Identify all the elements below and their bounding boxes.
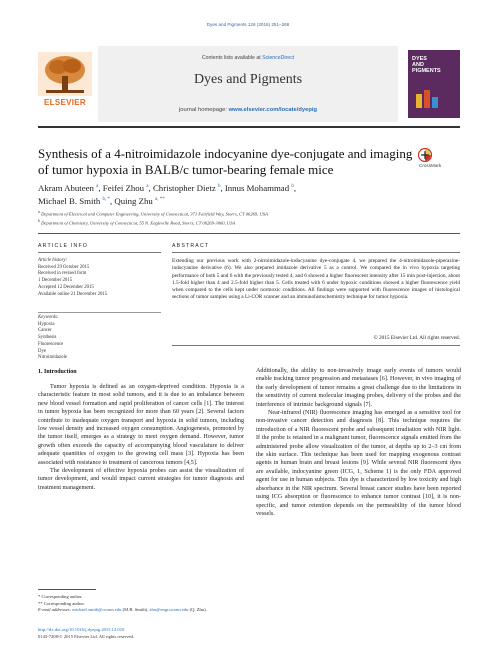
journal-masthead bbox=[38, 46, 460, 122]
affiliations bbox=[38, 209, 458, 227]
history-line: Accepted 12 December 2015 bbox=[38, 284, 94, 290]
abstract-divider bbox=[172, 252, 460, 253]
affiliation-text: Department of Chemistry, University of Connecticut, 55 N. Eagleville Road, Storrs, CT 06269-3060, USA bbox=[41, 220, 236, 226]
history-line: Available online 21 December 2015 bbox=[38, 291, 108, 297]
author-name[interactable]: Christopher Dietz bbox=[152, 183, 216, 193]
abstract-heading: ABSTRACT bbox=[172, 243, 210, 249]
affiliation-b bbox=[38, 218, 458, 227]
elsevier-tree-icon bbox=[38, 52, 92, 96]
keywords-divider bbox=[38, 312, 161, 313]
history-line: 1 December 2015 bbox=[38, 278, 73, 284]
cover-title-line-3: PIGMENTS bbox=[412, 68, 441, 74]
cover-title bbox=[412, 56, 456, 74]
journal-cover-thumbnail[interactable] bbox=[408, 50, 460, 118]
article-info-heading: ARTICLE INFO bbox=[38, 243, 89, 249]
history-line: Received 29 October 2015 bbox=[38, 264, 90, 270]
issn-line: 0143-7208/© 2015 Elsevier Ltd. All rights reserved. bbox=[38, 633, 135, 639]
keyword: Fluorescence bbox=[38, 341, 64, 347]
history-line: Received in revised form bbox=[38, 271, 87, 277]
author-name[interactable]: Innus Mohammad bbox=[224, 183, 290, 193]
abstract-body: Extending our previous work with 2-nitroimidazole-indocyanine dye-conjugate 4, we prepared the 4-nitroimidazole-piperazine-indocyanine derivative (6). We also prepared imidazole derivative 5 as a control. We compared the in vivo hypoxia targeting performance of both 5 and 6 with the previously tested 4, and 6 showed a higher fluorescent intensity after 15 min post-injection, about 1.5-fold higher than 4 and 2.5-fold higher than 5. Cells treated with 6 under hypoxic conditions showed a higher fluorescence yield when compared to the cells kept under normoxic conditions. All findings were supported with fluorescence images of histological sections of tumor samples using a Li-COR scanner and an immunohistochemistry technique for tumor hypoxia. bbox=[172, 258, 460, 301]
keywords-list bbox=[38, 315, 161, 362]
sciencedirect-link[interactable]: ScienceDirect bbox=[262, 55, 295, 61]
author-name[interactable]: Feifei Zhou bbox=[102, 183, 145, 193]
author-name[interactable]: Akram Abuteen bbox=[38, 183, 94, 193]
affiliation-mark[interactable]: a bbox=[96, 184, 99, 190]
affiliation-a bbox=[38, 209, 458, 218]
body-paragraph: Additionally, the ability to non-invasively image early events of tumors would enable tracking tumor progression and metastases [6]. However, in vivo imaging of the early development of tumor remains a great challenge due to the limitations in the sensitivity of current molecular imaging probes, delivery of the probes and the interference of intrinsic background signals [7]. bbox=[256, 368, 461, 408]
homepage-link[interactable]: www.elsevier.com/locate/dyepig bbox=[228, 107, 318, 113]
email-owner: (Q. Zhu). bbox=[188, 607, 207, 613]
article-title: Synthesis of a 4-nitroimidazole indocyanine dye-conjugate and imaging of tumor hypoxia in BALB/c tumor-bearing female mice bbox=[38, 146, 413, 177]
keyword: Cancer bbox=[38, 328, 52, 334]
affiliation-mark[interactable]: b bbox=[291, 184, 294, 190]
author-name[interactable]: Michael B. Smith bbox=[38, 195, 101, 206]
author-list: Akram Abuteen $^a$, Feifei Zhou $^a$, Christopher Dietz $^b$, Innus Mohammad $^b$, Michael B. Smith $^{b, *}$, Quing Zhu $^{a, **}$ bbox=[38, 183, 297, 206]
section-heading-introduction: 1. Introduction bbox=[38, 369, 77, 375]
elsevier-wordmark: ELSEVIER bbox=[44, 98, 86, 107]
email-link[interactable]: zhu@engr.uconn.edu bbox=[149, 607, 189, 613]
body-column-right bbox=[256, 367, 461, 518]
affiliation-mark[interactable]: b, * bbox=[102, 196, 111, 202]
author-name[interactable]: Quing Zhu bbox=[114, 195, 153, 206]
footnote-emails bbox=[38, 607, 244, 614]
affiliation-letter: b bbox=[38, 219, 40, 224]
journal-homepage bbox=[98, 107, 398, 113]
keyword: Nitroimidazole bbox=[38, 355, 68, 361]
page-footer bbox=[38, 627, 244, 640]
affiliation-divider bbox=[38, 233, 460, 234]
body-column-left bbox=[38, 383, 244, 492]
masthead-banner bbox=[98, 46, 398, 122]
footnotes bbox=[38, 594, 244, 614]
keyword: Synthesis bbox=[38, 335, 57, 341]
journal-citation[interactable]: Dyes and Pigments 126 (2016) 251–268 bbox=[206, 22, 290, 27]
cover-title-line-1: DYES bbox=[412, 56, 427, 62]
affiliation-letter: a bbox=[38, 210, 40, 214]
article-history bbox=[38, 258, 161, 298]
crossmark-label: CrossMark bbox=[419, 163, 442, 168]
footnote-corresponding-2: ** Corresponding author. bbox=[38, 600, 85, 606]
footnote-corresponding-1: * Corresponding author. bbox=[38, 594, 83, 599]
journal-title: Dyes and Pigments bbox=[193, 72, 303, 87]
crossmark-icon bbox=[418, 148, 432, 162]
keyword: Dye bbox=[38, 348, 46, 354]
email-label: E-mail addresses: bbox=[38, 607, 73, 613]
affiliation-mark[interactable]: a, ** bbox=[155, 196, 165, 202]
homepage-label: journal homepage: bbox=[178, 107, 229, 113]
doi-link[interactable]: http://dx.doi.org/10.1016/j.dyepig.2015.12.010 bbox=[38, 627, 125, 632]
keywords-title: Keywords: bbox=[38, 315, 59, 320]
contents-line bbox=[98, 55, 398, 61]
elsevier-logo[interactable] bbox=[38, 52, 92, 108]
crossmark-badge[interactable] bbox=[418, 148, 460, 170]
cover-art-icon bbox=[414, 88, 442, 110]
history-title: Article history: bbox=[38, 258, 68, 263]
abstract-copyright: © 2015 Elsevier Ltd. All rights reserved. bbox=[373, 335, 460, 341]
email-link[interactable]: michael.smith@uconn.edu bbox=[72, 607, 122, 613]
cover-title-line-2: AND bbox=[412, 62, 424, 68]
abstract-bottom-divider bbox=[172, 345, 460, 346]
masthead-divider bbox=[38, 126, 460, 128]
affiliation-text: Department of Electrical and Computer Engineering, University of Connecticut, 371 Fairfield Way, Storrs, CT 06269, USA bbox=[41, 211, 268, 217]
contents-prefix: Contents lists available at bbox=[201, 55, 263, 61]
affiliation-mark[interactable]: b bbox=[217, 184, 221, 190]
body-paragraph: Near-infrared (NIR) fluorescence imaging has emerged as a sensitive tool for non-invasive cancer detection and diagnosis [8]. This technique requires the introduction of a NIR fluorescent probe and subsequent irradiation with NIR light. If the probe is retained in a malignant tumor, fluorescence signals emitted from the administered probe allow visualization of the tumor, at depths up to 2–3 cm from the skin surface. This technique has been used for mapping exogenous contrast agents in human brain and breast lesions [9]. While several NIR fluorescent dyes are available, indocyanine green (ICG, 1, Scheme 1) is the only FDA approved agent for use in human subjects. This dye is characterized by low toxicity and high absorbance in the NIR spectrum. Several breast cancer studies have been reported using ICG absorption or fluorescence to enhance tumor contrast [10], it is non-specific, and tumor retention depends on the permeability of the tumor blood vessels. bbox=[256, 410, 461, 517]
keyword: Hypoxia bbox=[38, 321, 55, 327]
body-paragraph: The development of effective hypoxia probes can assist the visualization of tumor development, and would impact current strategies for tumor diagnosis and treatment management. bbox=[38, 468, 244, 491]
affiliation-mark[interactable]: a bbox=[146, 184, 149, 190]
article-info-divider bbox=[38, 252, 161, 253]
body-paragraph: Tumor hypoxia is defined as an oxygen-deprived condition. Hypoxia is a characteristic feature in most solid tumors, and it is due to an imbalance between new blood vessel formation and rapid proliferation of cancer cells [1]. The interest in tumor hypoxia has been recognized for more than 60 years [2]. Several factors contribute to inadequate oxygen transport and hypoxia in solid tumors, including low vessel density and increased oxygen consumption. Angiogenesis, promoted by the tumor itself, emerges as a strategy to meet oxygen demand. However, tumor growth often exceeds the capacity of accompanying blood vasculature to deliver adequate quantities of oxygen to the growing cell mass [3]. Hypoxia has been associated with resistance to treatment of cancerous tumors [4,5]. bbox=[38, 384, 244, 466]
email-owner: (M.B. Smith), bbox=[121, 607, 150, 613]
footnote-divider bbox=[38, 589, 96, 590]
